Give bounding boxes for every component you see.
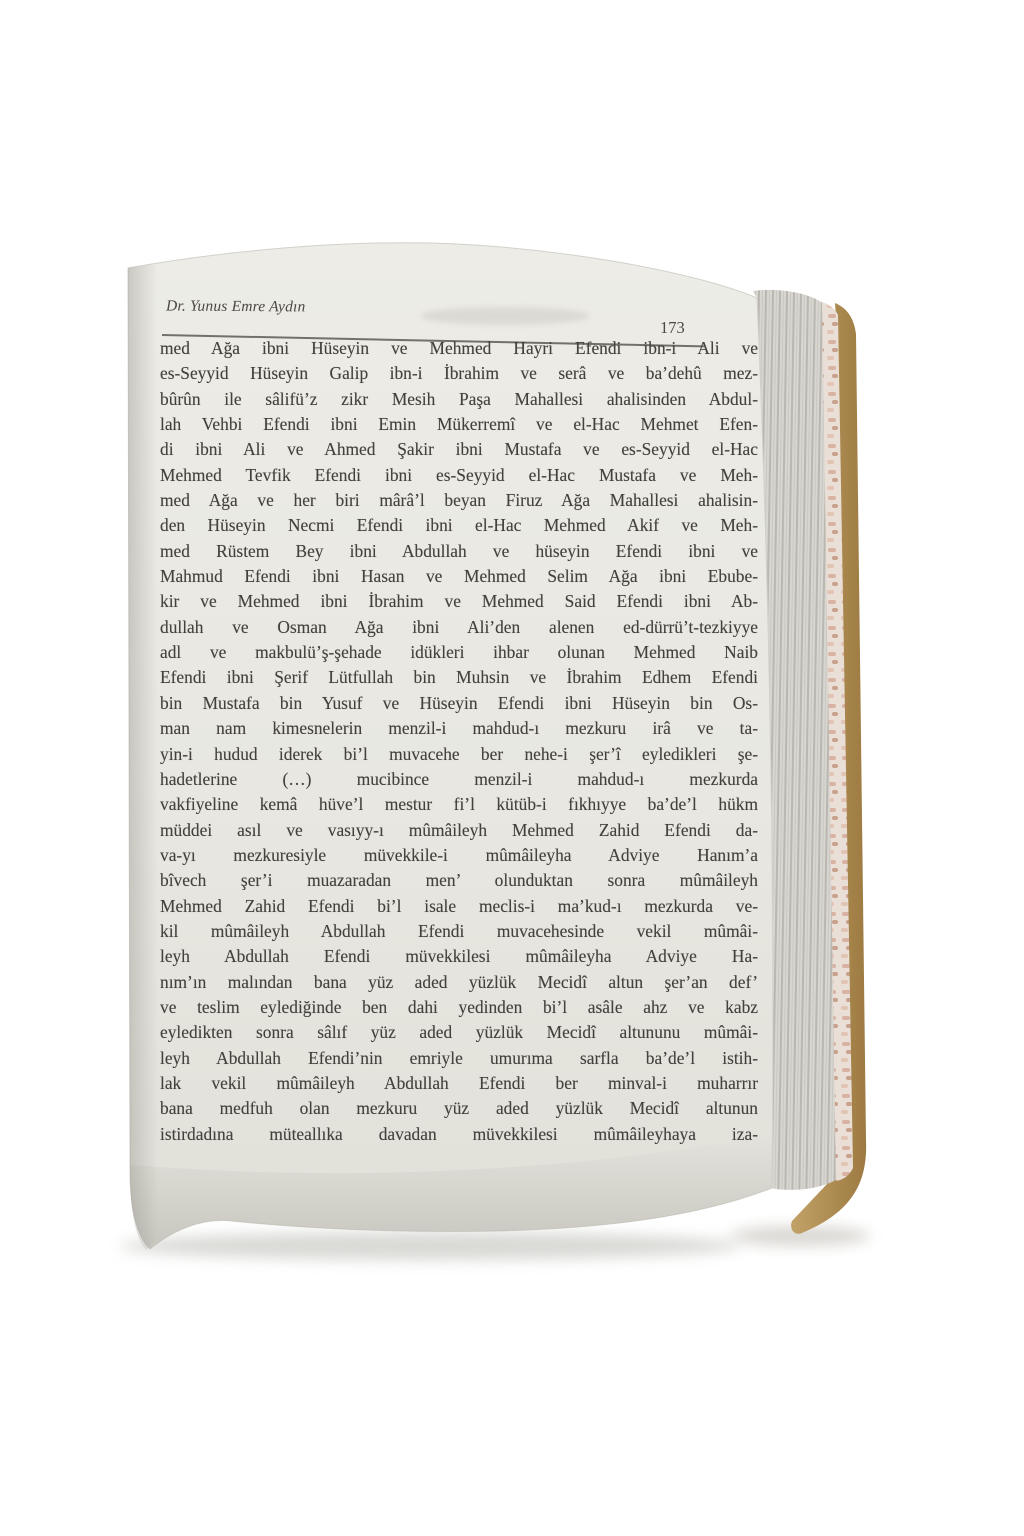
text-line: Mahmud Efendi ibni Hasan ve Mehmed Selim Ağa ibni Ebube-	[160, 566, 758, 587]
text-line: ve teslim eylediğinde ben dahi yedinden bi’l asâle ahz ve kabz	[160, 996, 758, 1017]
text-line: hadetlerine (…) mucibince menzil-i mahdud-ı mezkurda	[160, 768, 758, 789]
text-line: es-Seyyid Hüseyin Galip ibn-i İbrahim ve serâ ve ba’dehû mez-	[160, 363, 758, 384]
text-line: bîvech şer’i muazaradan men’ olunduktan sonra mûmâileyh	[160, 870, 758, 891]
text-line: Mehmed Zahid Efendi bi’l isale meclis-i ma’kud-ı mezkurda ve-	[160, 895, 758, 916]
text-line: eyledikten sonra sâlıf yüz aded yüzlük Mecidî altununu mûmâi-	[160, 1022, 758, 1043]
text-line: Efendi ibni Şerif Lütfullah bin Muhsin ve İbrahim Edhem Efendi	[160, 667, 758, 688]
text-line: med Rüstem Bey ibni Abdullah ve hüseyin Efendi ibni ve	[160, 540, 758, 561]
text-line: istirdadına müteallıka davadan müvekkilesi mûmâileyhaya iza-	[160, 1123, 758, 1144]
text-line: kil mûmâileyh Abdullah Efendi muvacehesinde vekil mûmâi-	[160, 920, 758, 941]
text-line: lah Vehbi Efendi ibni Emin Mükerremî ve el-Hac Mehmet Efen-	[160, 414, 758, 435]
text-line: den Hüseyin Necmi Efendi ibni el-Hac Mehmed Akif ve Meh-	[160, 515, 758, 536]
text-line: nım’ın malından bana yüz aded yüzlük Mecidî altun şer’an def’	[160, 971, 758, 992]
text-line: bin Mustafa bin Yusuf ve Hüseyin Efendi ibni Hüseyin bin Os-	[160, 692, 758, 713]
show-through-smudge	[420, 307, 590, 325]
text-line: va-yı mezkuresiyle müvekkile-i mûmâileyha Adviye Hanım’a	[160, 844, 758, 865]
text-line: müddei asıl ve vasıyy-ı mûmâileyh Mehmed Zahid Efendi da-	[160, 819, 758, 840]
text-line: med Ağa ve her biri mârâ’l beyan Firuz Ağa Mahallesi ahalisin-	[160, 490, 758, 511]
text-line: leyh Abdullah Efendi müvekkilesi mûmâileyha Adviye Ha-	[160, 946, 758, 967]
text-line: leyh Abdullah Efendi’nin emriyle umurıma sarfla ba’de’l istih-	[160, 1047, 758, 1068]
text-line: Mehmed Tevfik Efendi ibni es-Seyyid el-Hac Mustafa ve Meh-	[160, 464, 758, 485]
running-header-author: Dr. Yunus Emre Aydın	[165, 297, 306, 316]
page-number: 173	[660, 318, 685, 337]
binding-shade	[128, 264, 158, 1250]
text-line: di ibni Ali ve Ahmed Şakir ibni Mustafa ve es-Seyyid el-Hac	[160, 439, 758, 460]
text-line: lak vekil mûmâileyh Abdullah Efendi ber minval-i muharrır	[160, 1072, 758, 1093]
text-line: vakfiyeline kemâ hüve’l mestur fi’l kütüb-i fıkhıyye ba’de’l hükm	[160, 794, 758, 815]
text-line: med Ağa ibni Hüseyin ve Mehmed Hayri Efendi ibn-i Ali ve	[160, 338, 758, 358]
book-drop-shadow	[120, 1232, 740, 1260]
text-line: kir ve Mehmed ibni İbrahim ve Mehmed Said Efendi ibni Ab-	[160, 591, 758, 612]
text-line: yin-i hudud iderek bi’l muvacehe ber nehe-i şer’î eyledikleri şe-	[160, 743, 758, 764]
body-text	[160, 336, 758, 1147]
text-line: bana medfuh olan mezkuru yüz aded yüzlük Mecidî altunun	[160, 1098, 758, 1119]
text-line: dullah ve Osman Ağa ibni Ali’den alenen ed-dürrü’t-tezkiyye	[160, 616, 758, 637]
text-line: man nam kimesnelerin menzil-i mahdud-ı mezkuru irâ ve ta-	[160, 718, 758, 739]
text-line: bûrûn ile sâlifü’z zikr Mesih Paşa Mahallesi ahalisinden Abdul-	[160, 388, 758, 409]
text-line: adl ve makbulü’ş-şehade idükleri ihbar olunan Mehmed Naib	[160, 642, 758, 663]
